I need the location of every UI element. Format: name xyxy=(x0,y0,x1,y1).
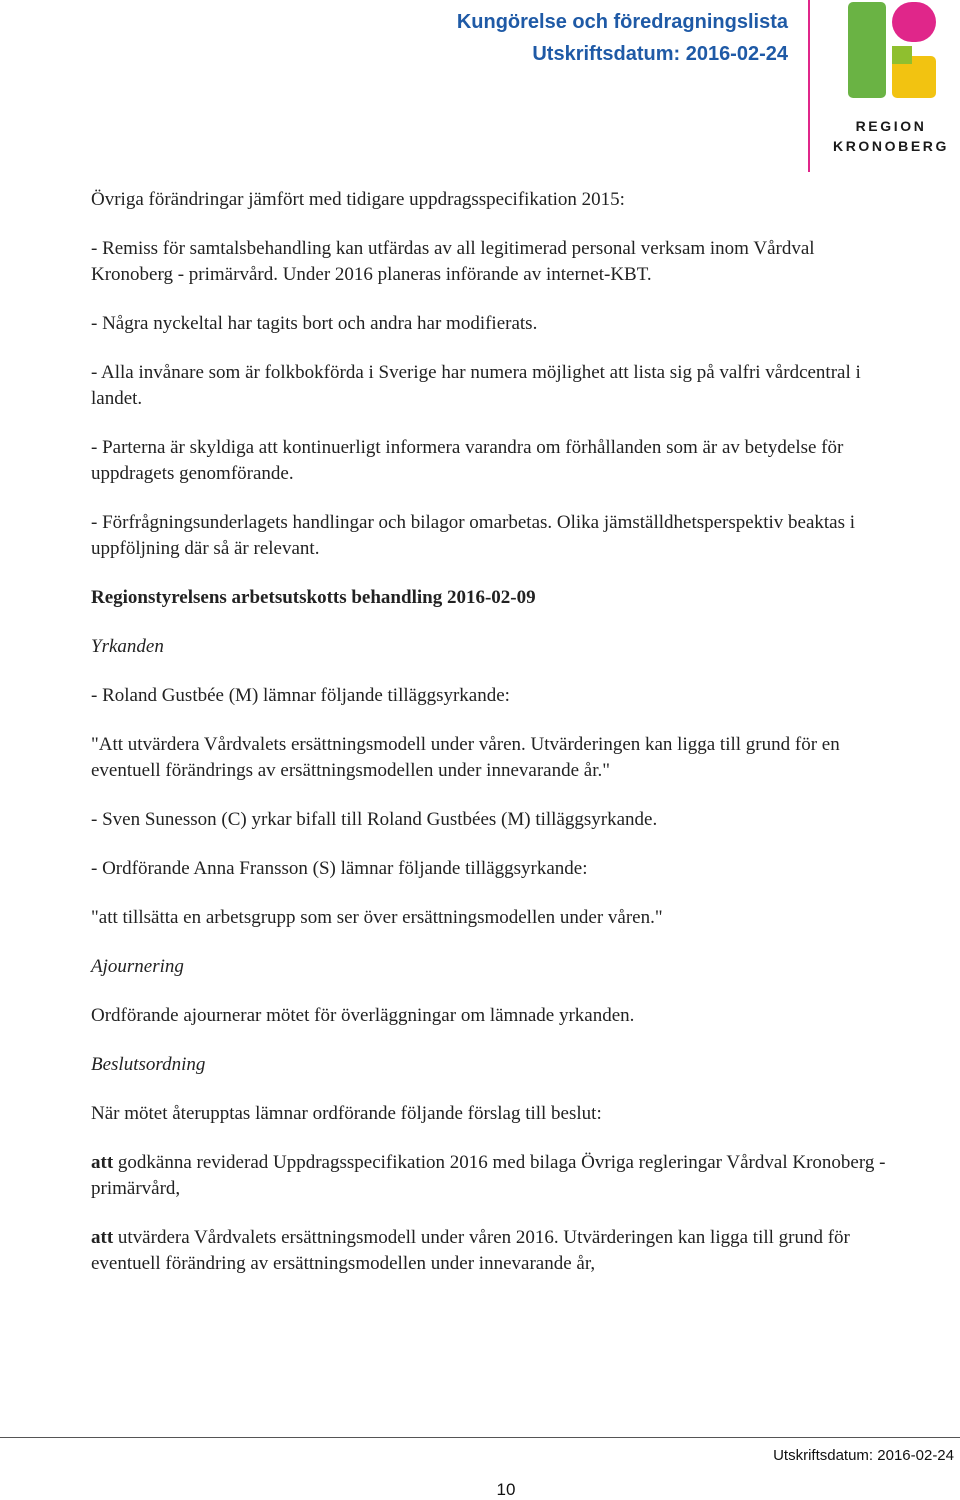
footer-divider xyxy=(0,1437,960,1438)
decision-item xyxy=(91,1150,891,1202)
logo-line-region: REGION xyxy=(855,118,927,134)
body-paragraph: - Remiss för samtalsbehandling kan utfärdas av all legitimerad personal verksam inom Vårdval Kronoberg - primärvård. Under 2016 planeras införande av internet-KBT. xyxy=(91,238,815,285)
body-paragraph: - Några nyckeltal har tagits bort och andra har modifierats. xyxy=(91,313,538,334)
body-paragraph: - Alla invånare som är folkbokförda i Sverige har numera möjlighet att lista sig på valfri vårdcentral i landet. xyxy=(91,362,861,409)
subheading-ajournering: Ajournering xyxy=(91,956,184,977)
body-paragraph: - Ordförande Anna Fransson (S) lämnar följande tilläggsyrkande: xyxy=(91,858,588,879)
region-kronoberg-logo-icon xyxy=(846,0,938,104)
body-paragraph: "att tillsätta en arbetsgrupp som ser över ersättningsmodellen under våren." xyxy=(91,907,663,928)
section-heading: Regionstyrelsens arbetsutskotts behandling 2016-02-09 xyxy=(91,587,536,608)
body-paragraph: - Roland Gustbée (M) lämnar följande tilläggsyrkande: xyxy=(91,685,510,706)
header-print-date: Utskriftsdatum: 2016-02-24 xyxy=(532,43,788,65)
decision-text: utvärdera Vårdvalets ersättningsmodell under våren 2016. Utvärderingen kan ligga till grund för eventuell förändring av ersättningsmodellen under innevarande år, xyxy=(91,1227,850,1274)
body-paragraph: - Förfrågningsunderlagets handlingar och bilagor omarbetas. Olika jämställdhetsperspektiv beaktas i uppföljning där så är relevant. xyxy=(91,512,856,559)
body-paragraph: Ordförande ajournerar mötet för överläggningar om lämnade yrkanden. xyxy=(91,1005,635,1026)
decision-item xyxy=(91,1225,891,1277)
document-title: Kungörelse och föredragningslista xyxy=(456,11,788,33)
subheading-beslutsordning: Beslutsordning xyxy=(91,1054,206,1075)
logo-line-kronoberg: KRONOBERG xyxy=(833,138,949,154)
body-paragraph: "Att utvärdera Vårdvalets ersättningsmodell under våren. Utvärderingen kan ligga till grund för en eventuell förändrings av ersättningsmodellen under innevarande år." xyxy=(91,734,840,781)
decision-text: godkänna reviderad Uppdragsspecifikation 2016 med bilaga Övriga regleringar Vårdval Kronoberg - primärvård, xyxy=(91,1152,886,1199)
page-number: 10 xyxy=(496,1480,516,1499)
att-keyword: att xyxy=(91,1152,114,1173)
logo-wordmark xyxy=(826,116,956,156)
body-paragraph: När mötet återupptas lämnar ordförande följande förslag till beslut: xyxy=(91,1103,602,1124)
document-body xyxy=(91,187,891,1300)
document-header xyxy=(457,6,788,70)
att-keyword: att xyxy=(91,1227,114,1248)
body-paragraph: - Sven Sunesson (C) yrkar bifall till Roland Gustbées (M) tilläggsyrkande. xyxy=(91,809,658,830)
body-paragraph: - Parterna är skyldiga att kontinuerligt informera varandra om förhållanden som är av betydelse för uppdragets genomförande. xyxy=(91,437,844,484)
subheading-yrkanden: Yrkanden xyxy=(91,636,164,657)
body-paragraph: Övriga förändringar jämfört med tidigare uppdragsspecifikation 2015: xyxy=(91,189,625,210)
header-divider xyxy=(808,0,810,172)
footer-print-date: Utskriftsdatum: 2016-02-24 xyxy=(773,1447,954,1464)
